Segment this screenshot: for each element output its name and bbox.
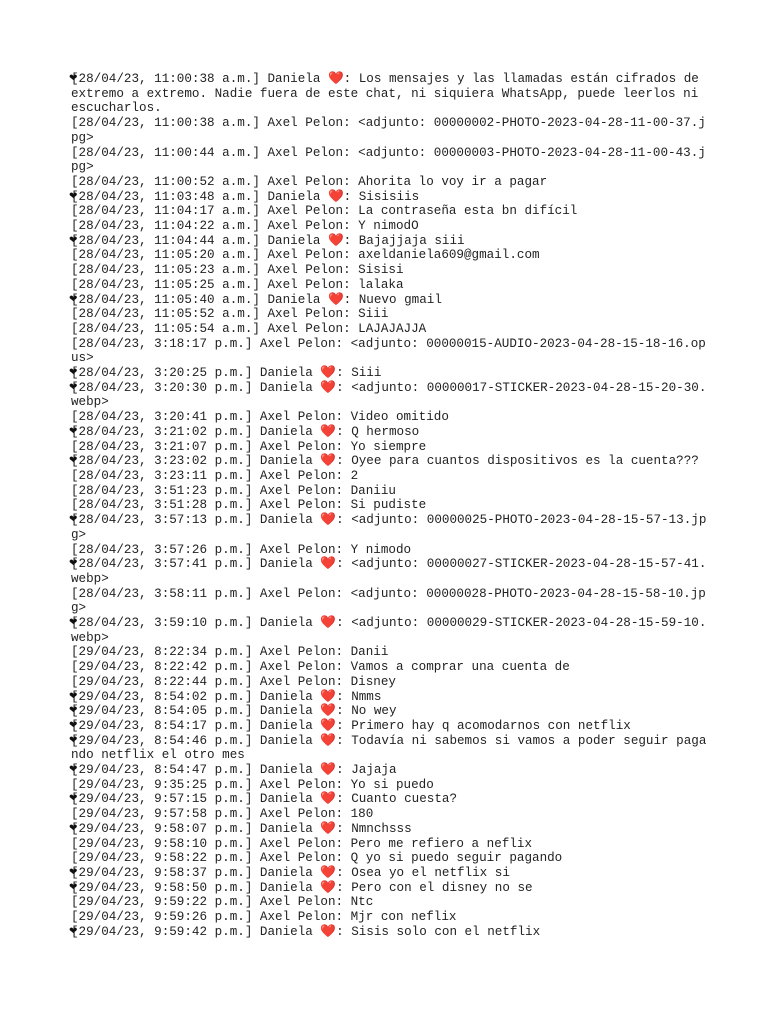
chat-line-text: [28/04/23, 11:05:52 a.m.] Axel Pelon: Siii [71, 307, 389, 322]
chat-line-text: [28/04/23, 3:23:02 p.m.] Daniela ❤️: Oyee para cuantos dispositivos es la cuenta??? [71, 454, 699, 469]
chat-line [71, 72, 707, 116]
chat-line [71, 381, 707, 410]
chat-line [71, 484, 707, 499]
chat-line-text: [28/04/23, 11:04:22 a.m.] Axel Pelon: Y nimodO [71, 219, 419, 234]
chat-line-text: [28/04/23, 11:05:54 a.m.] Axel Pelon: LAJAJAJJA [71, 321, 427, 336]
chat-line-text: [28/04/23, 3:20:41 p.m.] Axel Pelon: Video omitido [71, 410, 449, 425]
chat-line [71, 190, 707, 205]
chat-line [71, 263, 707, 278]
chat-line [71, 925, 707, 940]
chat-line [71, 366, 707, 381]
chat-line-text: [29/04/23, 8:54:17 p.m.] Daniela ❤️: Primero hay q acomodarnos con netflix [71, 718, 631, 733]
chat-line-text: [28/04/23, 3:51:23 p.m.] Axel Pelon: Daniiu [71, 483, 396, 498]
chat-line [71, 543, 707, 558]
chat-line [71, 910, 707, 925]
chat-line [71, 175, 707, 190]
chat-line-text: [29/04/23, 9:58:50 p.m.] Daniela ❤️: Pero con el disney no se [71, 880, 533, 895]
chat-line-text: [28/04/23, 3:57:26 p.m.] Axel Pelon: Y nimodo [71, 542, 412, 557]
chat-line [71, 454, 707, 469]
chat-line-text: [28/04/23, 11:04:44 a.m.] Daniela ❤️: Bajajjaja siii [71, 233, 465, 248]
chat-line [71, 307, 707, 322]
chat-line-text: [28/04/23, 3:57:13 p.m.] Daniela ❤️: <adjunto: 00000025-PHOTO-2023-04-28-15-57-13.jpg> [71, 513, 707, 542]
chat-line-text: [28/04/23, 3:21:07 p.m.] Axel Pelon: Yo siempre [71, 439, 427, 454]
chat-line-text: [29/04/23, 9:58:07 p.m.] Daniela ❤️: Nmnchsss [71, 821, 412, 836]
chat-line [71, 234, 707, 249]
chat-line [71, 660, 707, 675]
chat-line [71, 204, 707, 219]
chat-line [71, 792, 707, 807]
chat-line-text: [28/04/23, 3:51:28 p.m.] Axel Pelon: Si pudiste [71, 498, 427, 513]
chat-transcript [71, 72, 707, 939]
chat-line-text: [29/04/23, 9:59:22 p.m.] Axel Pelon: Ntc [71, 895, 374, 910]
chat-line-text: [29/04/23, 8:54:02 p.m.] Daniela ❤️: Nmms [71, 689, 382, 704]
chat-line [71, 219, 707, 234]
chat-line-text: [29/04/23, 9:35:25 p.m.] Axel Pelon: Yo si puedo [71, 777, 434, 792]
chat-line [71, 278, 707, 293]
chat-line-text: [29/04/23, 8:54:47 p.m.] Daniela ❤️: Jajaja [71, 763, 397, 778]
chat-line [71, 719, 707, 734]
chat-line-text: [28/04/23, 3:18:17 p.m.] Axel Pelon: <adjunto: 00000015-AUDIO-2023-04-28-15-18-16.opus> [71, 336, 706, 366]
chat-line [71, 822, 707, 837]
chat-line [71, 425, 707, 440]
chat-line-text: [28/04/23, 3:20:30 p.m.] Daniela ❤️: <adjunto: 00000017-STICKER-2023-04-28-15-20-30.webp> [71, 380, 707, 410]
chat-line-text: [29/04/23, 8:54:46 p.m.] Daniela ❤️: Todavía ni sabemos si vamos a poder seguir pagando netflix el otro mes [71, 733, 707, 763]
chat-line [71, 513, 707, 542]
chat-line-text: [29/04/23, 9:59:42 p.m.] Daniela ❤️: Sisis solo con el netflix [71, 924, 541, 939]
chat-line-text: [28/04/23, 11:05:40 a.m.] Daniela ❤️: Nuevo gmail [71, 292, 442, 307]
chat-line [71, 704, 707, 719]
chat-line [71, 734, 707, 763]
chat-line-text: [28/04/23, 11:05:25 a.m.] Axel Pelon: lalaka [71, 277, 404, 292]
chat-line [71, 146, 707, 175]
chat-line [71, 778, 707, 793]
chat-line-text: [28/04/23, 11:04:17 a.m.] Axel Pelon: La contraseña esta bn difícil [71, 204, 578, 219]
chat-line-text: [28/04/23, 3:57:41 p.m.] Daniela ❤️: <adjunto: 00000027-STICKER-2023-04-28-15-57-41.webp> [71, 557, 707, 586]
chat-line [71, 587, 707, 616]
chat-line [71, 322, 707, 337]
chat-line-text: [29/04/23, 8:54:05 p.m.] Daniela ❤️: No wey [71, 704, 397, 719]
chat-line [71, 690, 707, 705]
chat-line [71, 337, 707, 366]
chat-line [71, 763, 707, 778]
chat-line [71, 807, 707, 822]
chat-line-text: [29/04/23, 9:58:10 p.m.] Axel Pelon: Pero me refiero a neflix [71, 836, 533, 851]
chat-line [71, 866, 707, 881]
chat-line-text: [28/04/23, 3:20:25 p.m.] Daniela ❤️: Siii [71, 366, 382, 381]
chat-line-text: [29/04/23, 9:59:26 p.m.] Axel Pelon: Mjr con neflix [71, 910, 457, 925]
chat-line-text: [29/04/23, 9:57:15 p.m.] Daniela ❤️: Cuanto cuesta? [71, 792, 457, 807]
chat-line-text: [28/04/23, 11:05:23 a.m.] Axel Pelon: Sisisi [71, 263, 404, 278]
chat-line-text: [29/04/23, 9:58:37 p.m.] Daniela ❤️: Osea yo el netflix si [71, 865, 510, 880]
chat-line-text: [28/04/23, 3:59:10 p.m.] Daniela ❤️: <adjunto: 00000029-STICKER-2023-04-28-15-59-10.webp> [71, 616, 707, 645]
chat-line-text: [29/04/23, 8:22:44 p.m.] Axel Pelon: Disney [71, 674, 396, 689]
chat-line-text: [28/04/23, 3:23:11 p.m.] Axel Pelon: 2 [71, 468, 359, 483]
chat-line [71, 616, 707, 645]
chat-line-text: [28/04/23, 3:58:11 p.m.] Axel Pelon: <adjunto: 00000028-PHOTO-2023-04-28-15-58-10.jpg> [71, 586, 706, 616]
chat-line-text: [28/04/23, 11:00:44 a.m.] Axel Pelon: <adjunto: 00000003-PHOTO-2023-04-28-11-00-43.jpg> [71, 145, 706, 175]
chat-line-text: [28/04/23, 11:03:48 a.m.] Daniela ❤️: Sisisiis [71, 189, 420, 204]
chat-line [71, 881, 707, 896]
chat-line-text: [29/04/23, 9:57:58 p.m.] Axel Pelon: 180 [71, 807, 374, 822]
chat-line-text: [29/04/23, 8:22:42 p.m.] Axel Pelon: Vamos a comprar una cuenta de [71, 660, 570, 675]
chat-line [71, 440, 707, 455]
chat-line-text: [28/04/23, 11:00:52 a.m.] Axel Pelon: Ahorita lo voy ir a pagar [71, 174, 548, 189]
chat-line-text: [29/04/23, 9:58:22 p.m.] Axel Pelon: Q yo si puedo seguir pagando [71, 851, 563, 866]
chat-line [71, 895, 707, 910]
chat-line [71, 498, 707, 513]
chat-line [71, 293, 707, 308]
chat-line-text: [28/04/23, 11:00:38 a.m.] Axel Pelon: <adjunto: 00000002-PHOTO-2023-04-28-11-00-37.jpg> [71, 116, 706, 145]
chat-line [71, 248, 707, 263]
chat-line [71, 469, 707, 484]
chat-line-text: [28/04/23, 11:00:38 a.m.] Daniela ❤️: Los mensajes y las llamadas están cifrados de extremo a extremo. Nadie fuera de este chat, ni siquiera WhatsApp, puede leerlos ni escucharlos. [71, 72, 707, 116]
chat-line [71, 557, 707, 586]
chat-line-text: [29/04/23, 8:22:34 p.m.] Axel Pelon: Danii [71, 645, 389, 660]
chat-line [71, 645, 707, 660]
chat-line [71, 410, 707, 425]
chat-line [71, 851, 707, 866]
chat-line [71, 116, 707, 145]
chat-line [71, 837, 707, 852]
chat-line-text: [28/04/23, 11:05:20 a.m.] Axel Pelon: axeldaniela609@gmail.com [71, 248, 540, 263]
chat-line [71, 675, 707, 690]
chat-line-text: [28/04/23, 3:21:02 p.m.] Daniela ❤️: Q hermoso [71, 424, 420, 439]
